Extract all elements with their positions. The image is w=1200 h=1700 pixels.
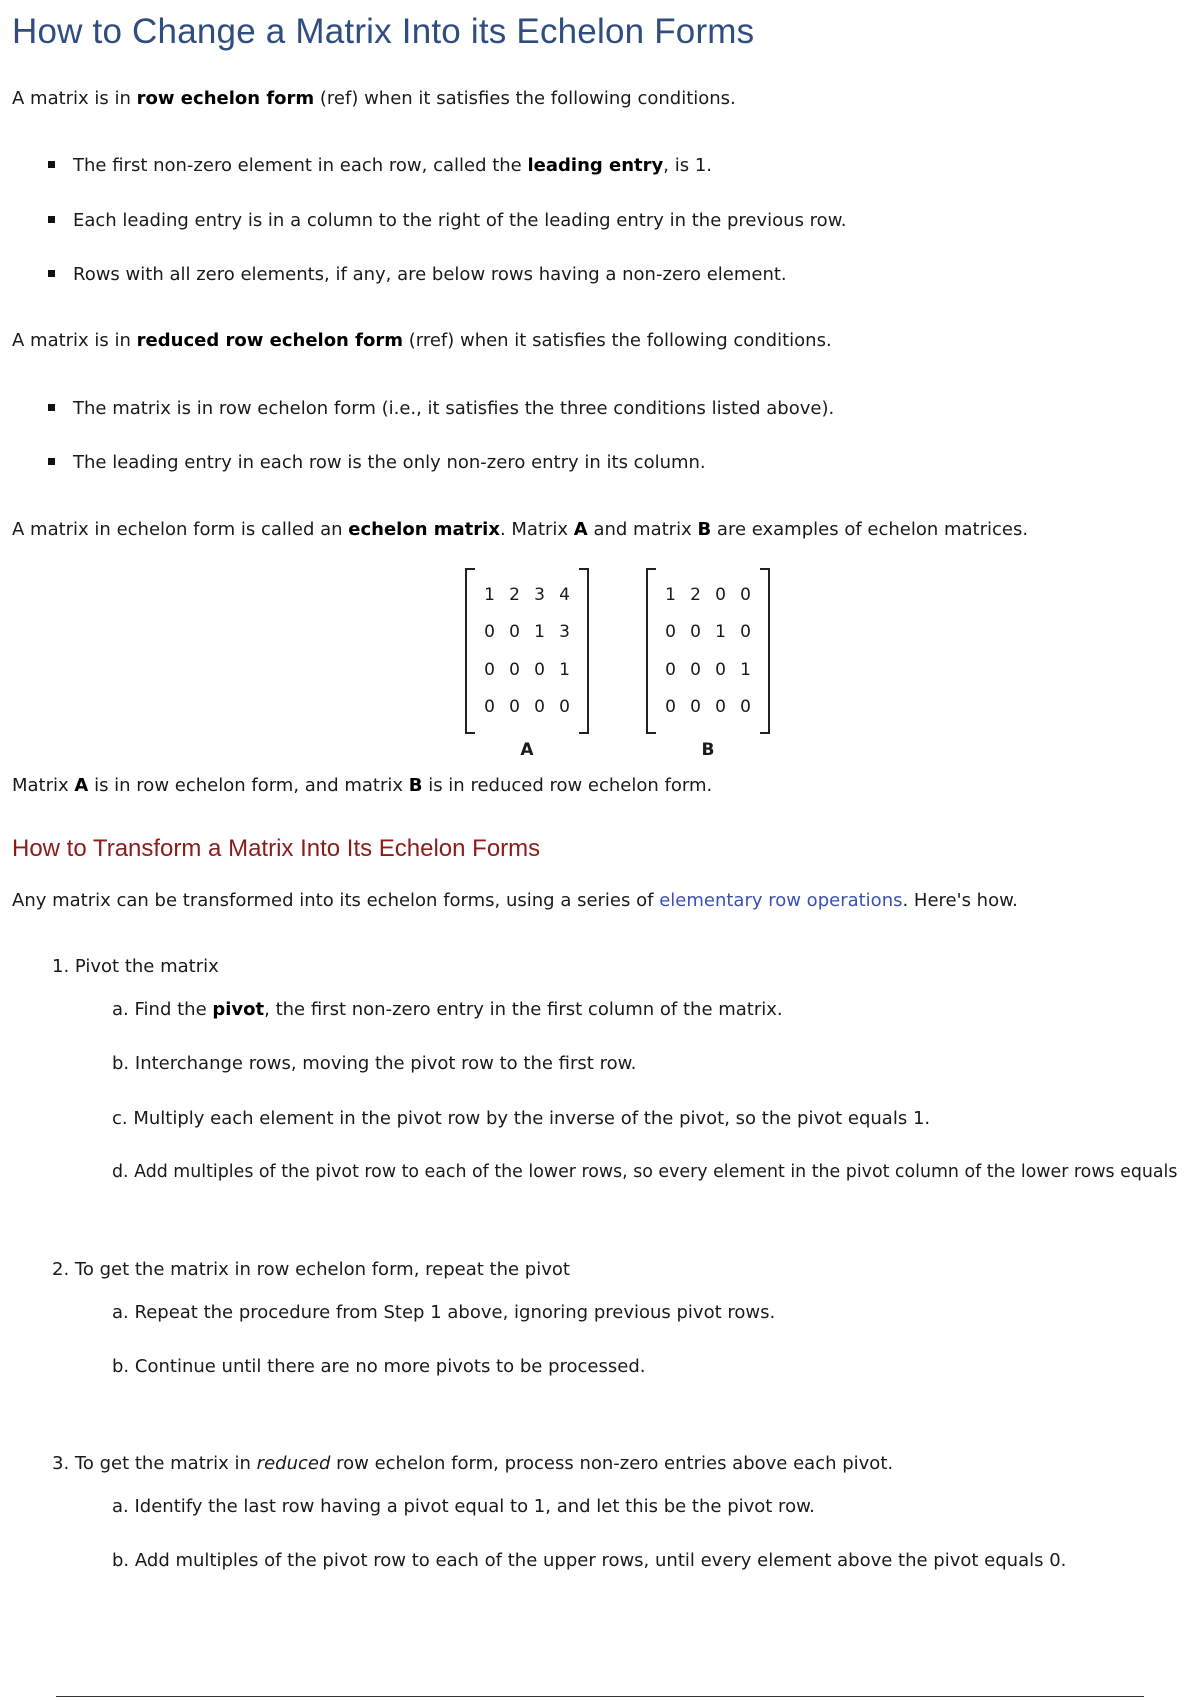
matrix-cell: 0 (715, 659, 726, 680)
rref-definition: A matrix is in reduced row echelon form (rref) when it satisfies the following conditions. (12, 330, 832, 351)
matrix-cell: 4 (559, 584, 570, 605)
ref-condition-3: Rows with all zero elements, if any, are below rows having a non-zero element. (48, 264, 787, 285)
matrix-cell: 0 (665, 659, 676, 680)
matrix-cell: 0 (690, 697, 701, 718)
footer-divider (56, 1696, 1144, 1697)
matrix-cell: 3 (559, 622, 570, 643)
matrix-cell: 2 (509, 584, 520, 605)
matrix-cell: 0 (740, 697, 751, 718)
ref-condition-2: Each leading entry is in a column to the right of the leading entry in the previous row. (48, 210, 846, 231)
matrix-a (465, 568, 589, 760)
matrix-a-label: A (520, 740, 534, 760)
matrix-a-grid (465, 568, 589, 734)
matrix-cell: 0 (740, 584, 751, 605)
matrix-b-label: B (701, 740, 715, 760)
matrix-cell: 0 (534, 697, 545, 718)
step-1d: d. Add multiples of the pivot row to each of the lower rows, so every element in the pivot column of the lower rows equals (112, 1162, 1178, 1182)
matrix-cell: 0 (534, 659, 545, 680)
rref-condition-2: The leading entry in each row is the only non-zero entry in its column. (48, 452, 706, 473)
step-3a: a. Identify the last row having a pivot equal to 1, and let this be the pivot row. (112, 1496, 815, 1517)
step-1b: b. Interchange rows, moving the pivot row to the first row. (112, 1053, 637, 1074)
matrix-b-grid (646, 568, 770, 734)
matrix-cell: 1 (665, 584, 676, 605)
rref-condition-1: The matrix is in row echelon form (i.e., it satisfies the three conditions listed above). (48, 398, 834, 419)
step-1a: a. Find the pivot, the first non-zero entry in the first column of the matrix. (112, 999, 783, 1020)
matrix-cell: 0 (715, 697, 726, 718)
matrix-cell: 0 (484, 659, 495, 680)
step-1: 1. Pivot the matrix (52, 956, 219, 977)
elementary-row-operations-link[interactable]: elementary row operations (659, 890, 903, 911)
ref-definition: A matrix is in row echelon form (ref) when it satisfies the following conditions. (12, 88, 736, 109)
matrix-cell: 1 (559, 659, 570, 680)
matrix-cell: 0 (509, 697, 520, 718)
section-heading: How to Transform a Matrix Into Its Echelon Forms (12, 835, 541, 862)
matrix-note: Matrix A is in row echelon form, and matrix B is in reduced row echelon form. (12, 775, 713, 796)
matrix-cell: 1 (534, 622, 545, 643)
matrix-cell: 0 (665, 622, 676, 643)
step-2b: b. Continue until there are no more pivots to be processed. (112, 1356, 646, 1377)
matrix-cell: 2 (690, 584, 701, 605)
matrix-b (646, 568, 770, 760)
matrix-cell: 1 (484, 584, 495, 605)
echelon-matrix-definition: A matrix in echelon form is called an echelon matrix. Matrix A and matrix B are examples of echelon matrices. (12, 519, 1029, 540)
page-title: How to Change a Matrix Into its Echelon Forms (12, 12, 755, 51)
matrix-cell: 0 (715, 584, 726, 605)
step-3b: b. Add multiples of the pivot row to each of the upper rows, until every element above the pivot equals 0. (112, 1550, 1067, 1571)
matrix-cell: 0 (509, 659, 520, 680)
matrix-cell: 0 (690, 622, 701, 643)
ref-condition-1: The first non-zero element in each row, called the leading entry, is 1. (48, 155, 712, 176)
matrix-cell: 3 (534, 584, 545, 605)
step-2a: a. Repeat the procedure from Step 1 above, ignoring previous pivot rows. (112, 1302, 776, 1323)
step-2: 2. To get the matrix in row echelon form, repeat the pivot (52, 1259, 570, 1280)
matrix-cell: 0 (509, 622, 520, 643)
matrix-cell: 0 (740, 622, 751, 643)
matrix-cell: 1 (740, 659, 751, 680)
matrix-cell: 0 (484, 622, 495, 643)
step-1c: c. Multiply each element in the pivot row by the inverse of the pivot, so the pivot equals 1. (112, 1108, 931, 1129)
matrix-cell: 1 (715, 622, 726, 643)
matrix-cell: 0 (559, 697, 570, 718)
matrix-cell: 0 (484, 697, 495, 718)
matrix-cell: 0 (690, 659, 701, 680)
transform-intro: Any matrix can be transformed into its echelon forms, using a series of elementary row operations. Here's how. (12, 890, 1018, 911)
step-3: 3. To get the matrix in reduced row echelon form, process non-zero entries above each pivot. (52, 1453, 894, 1474)
matrix-cell: 0 (665, 697, 676, 718)
